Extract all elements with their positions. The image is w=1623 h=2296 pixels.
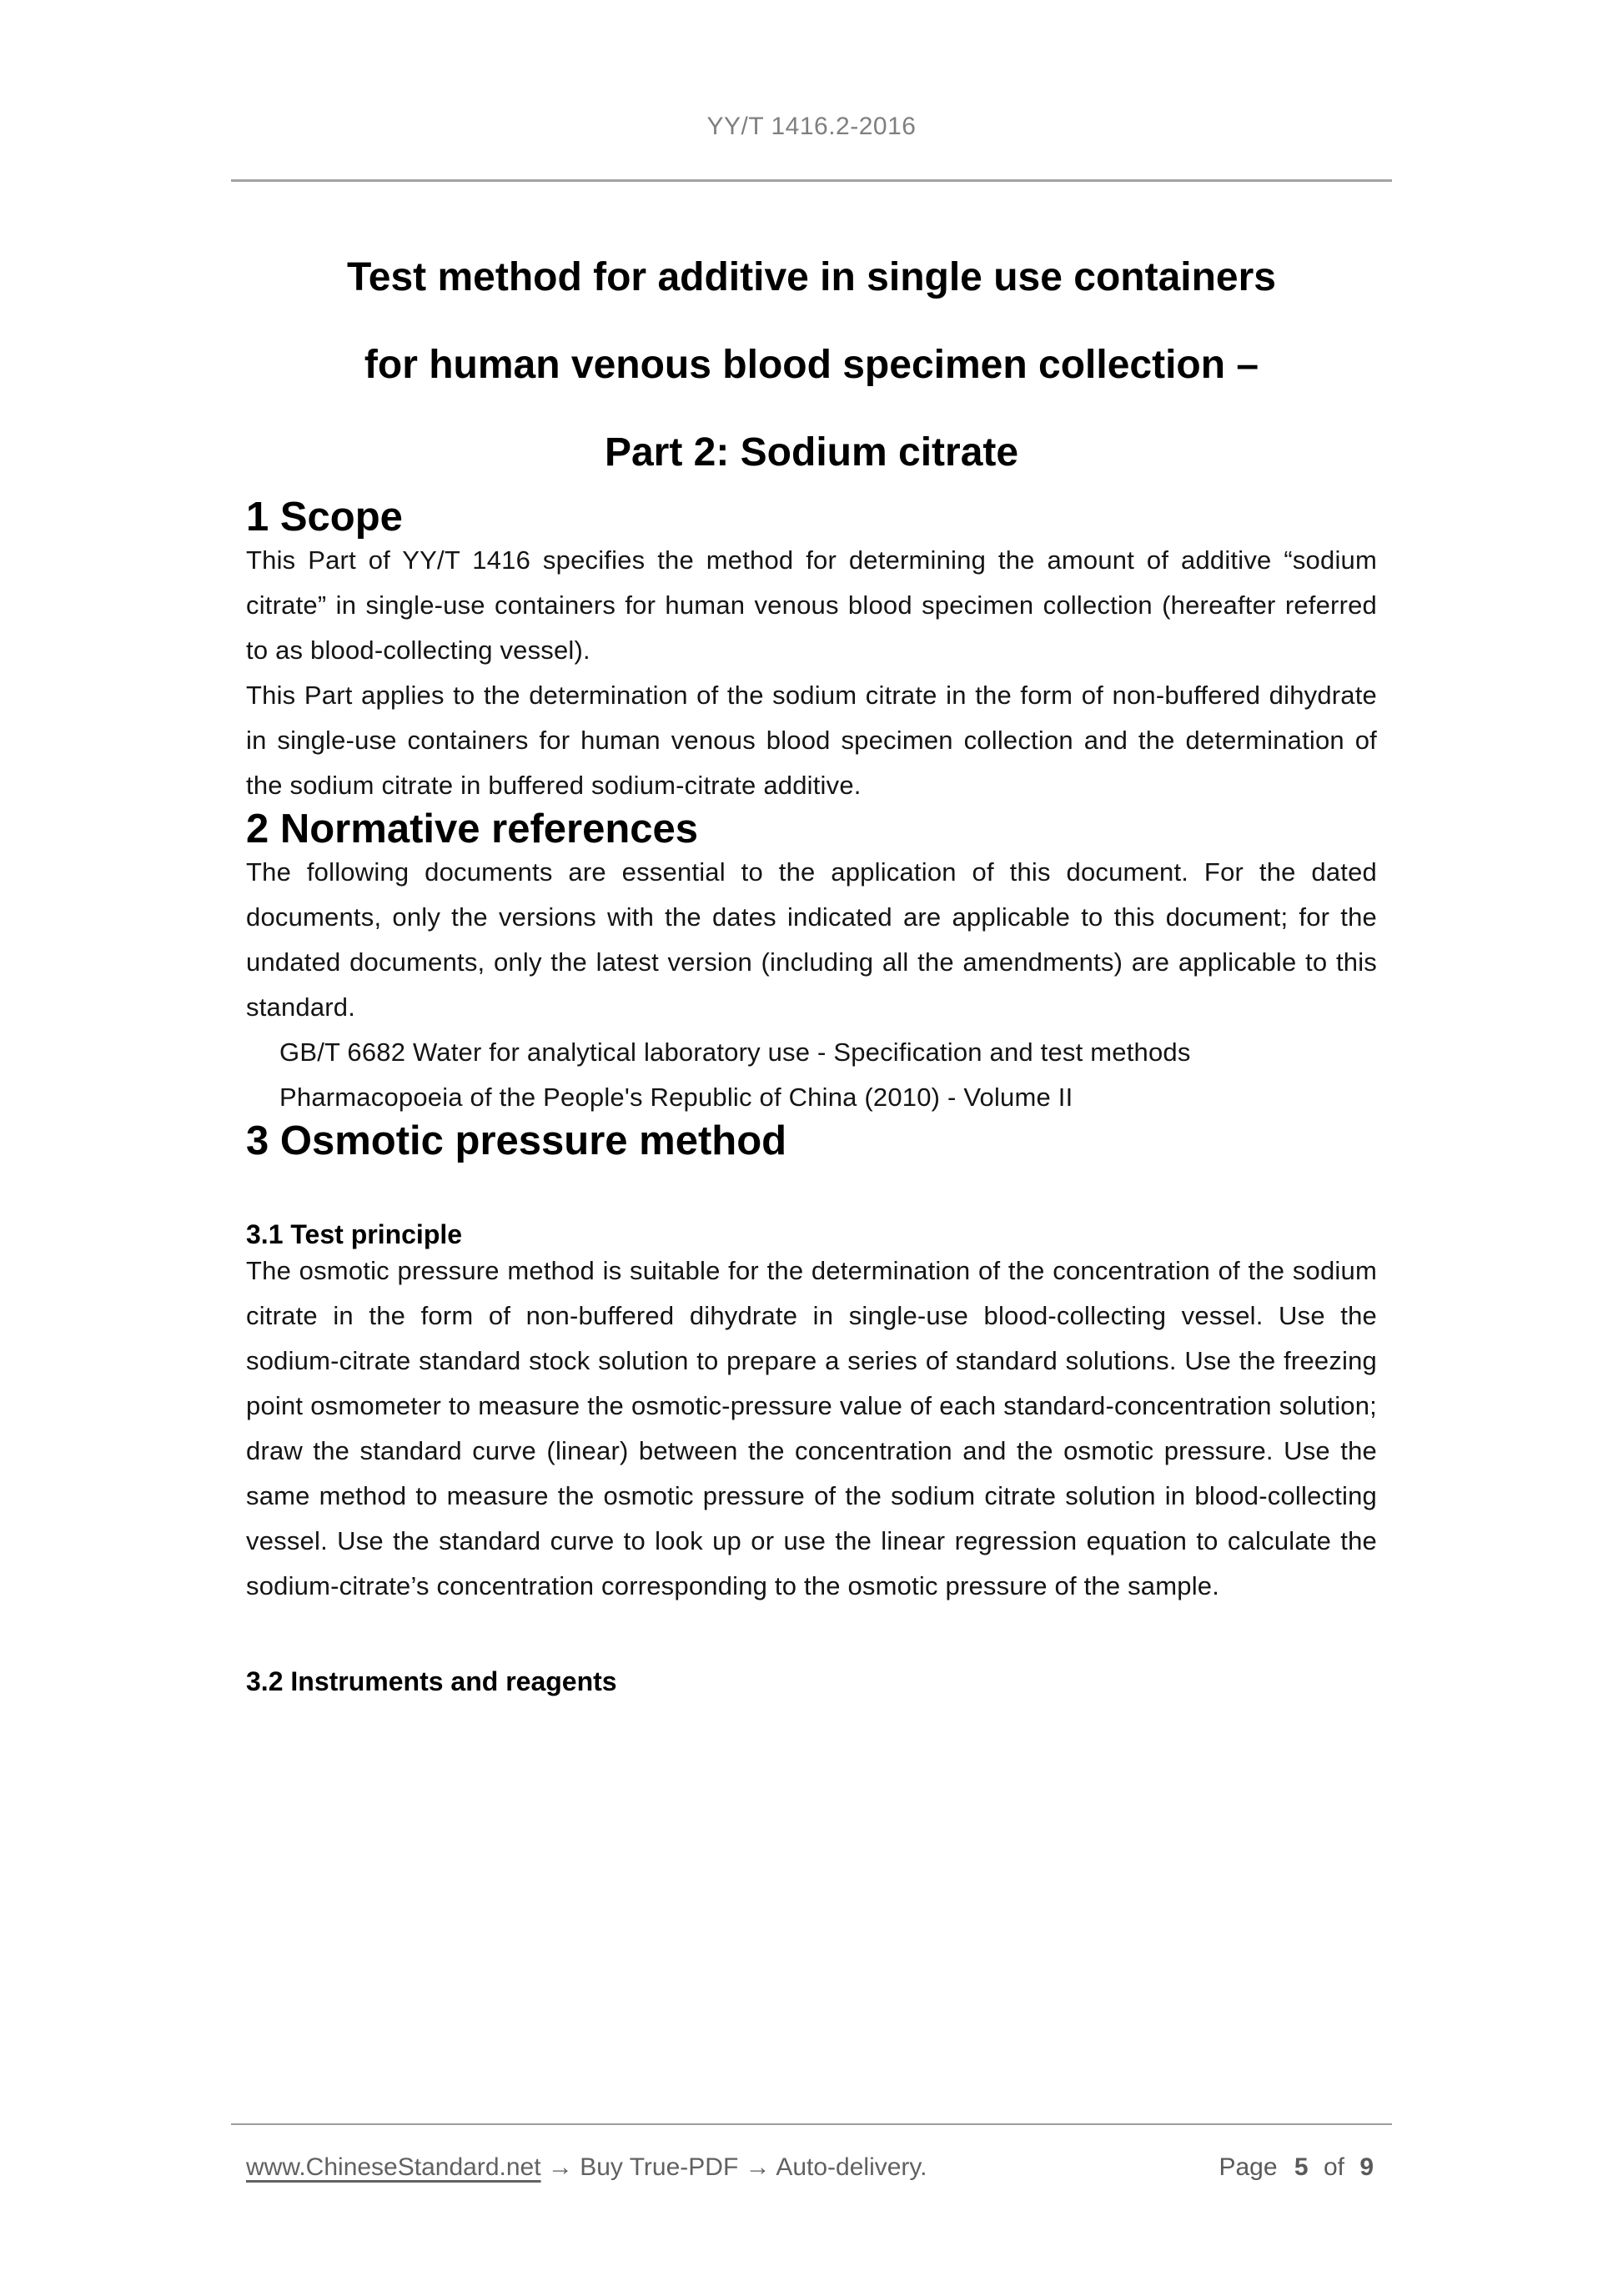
section-3-heading: 3 Osmotic pressure method [246,1118,787,1163]
document-title [246,234,1377,496]
document-title-line-2: for human venous blood specimen collection – [364,343,1259,387]
footer-site-link[interactable]: www.ChineseStandard.net [246,2153,541,2181]
footer-buy-text: Buy True-PDF [580,2153,739,2181]
document-title-line-1: Test method for additive in single use containers [347,255,1276,299]
section-2-heading: 2 Normative references [246,806,699,852]
normative-intro-paragraph: The following documents are essential to the application of this document. For the dated documents, only the versions with the dates indicated are applicable to this document; for the undated documents, only the latest version (including all the amendments) are applicable to this standard. [246,857,1377,1022]
footer-rule [231,2123,1392,2125]
footer-page-info [1219,2153,1377,2182]
document-title-line-3: Part 2: Sodium citrate [604,430,1019,475]
section-1-heading: 1 Scope [246,495,403,540]
page-footer [231,2123,1392,2182]
footer-delivery-text: Auto-delivery. [776,2153,927,2181]
scope-paragraph-2: This Part applies to the determination of the sodium citrate in the form of non-buffered dihydrate in single-use containers for human venous blood specimen collection and the determination of the sodium citrate in buffered sodium-citrate additive. [246,681,1377,800]
page-label: Page [1219,2153,1278,2181]
footer-source-line [246,2153,927,2182]
subsection-3-2-heading: 3.2 Instruments and reagents [246,1666,617,1696]
reference-pharmacopoeia: Pharmacopoeia of the People's Republic of China (2010) - Volume II [279,1083,1073,1112]
page-of-label: of [1323,2153,1344,2181]
header-rule [231,179,1392,182]
footer-arrow-icon: → [745,2153,771,2181]
page-current-number: 5 [1294,2153,1309,2181]
footer-row [231,2153,1392,2182]
subsection-3-1-heading: 3.1 Test principle [246,1219,463,1249]
reference-gbt-6682: GB/T 6682 Water for analytical laboratory use - Specification and test methods [279,1037,1191,1067]
footer-arrow-icon: → [547,2153,573,2181]
page-total-number: 9 [1359,2153,1374,2181]
test-principle-paragraph: The osmotic pressure method is suitable for the determination of the concentration of the sodium citrate in the form of non-buffered dihydrate in single-use blood-collecting vessel. Use the sodium-citrate standard stock solution to prepare a series of standard solutions. Use the freezing point osmometer to measure the osmotic-pressure value of each standard-concentration solution; draw the standard curve (linear) between the concentration and the osmotic pressure. Use the same method to measure the osmotic pressure of the sodium citrate solution in blood-collecting vessel. Use the standard curve to look up or use the linear regression equation to calculate the sodium-citrate’s concentration corresponding to the osmotic pressure of the sample. [246,1256,1377,1600]
header-doc-number: YY/T 1416.2-2016 [706,113,917,140]
scope-paragraph-1: This Part of YY/T 1416 specifies the method for determining the amount of additive “sodium citrate” in single-use containers for human venous blood specimen collection (hereafter referred to as blood-collecting vessel). [246,545,1377,665]
